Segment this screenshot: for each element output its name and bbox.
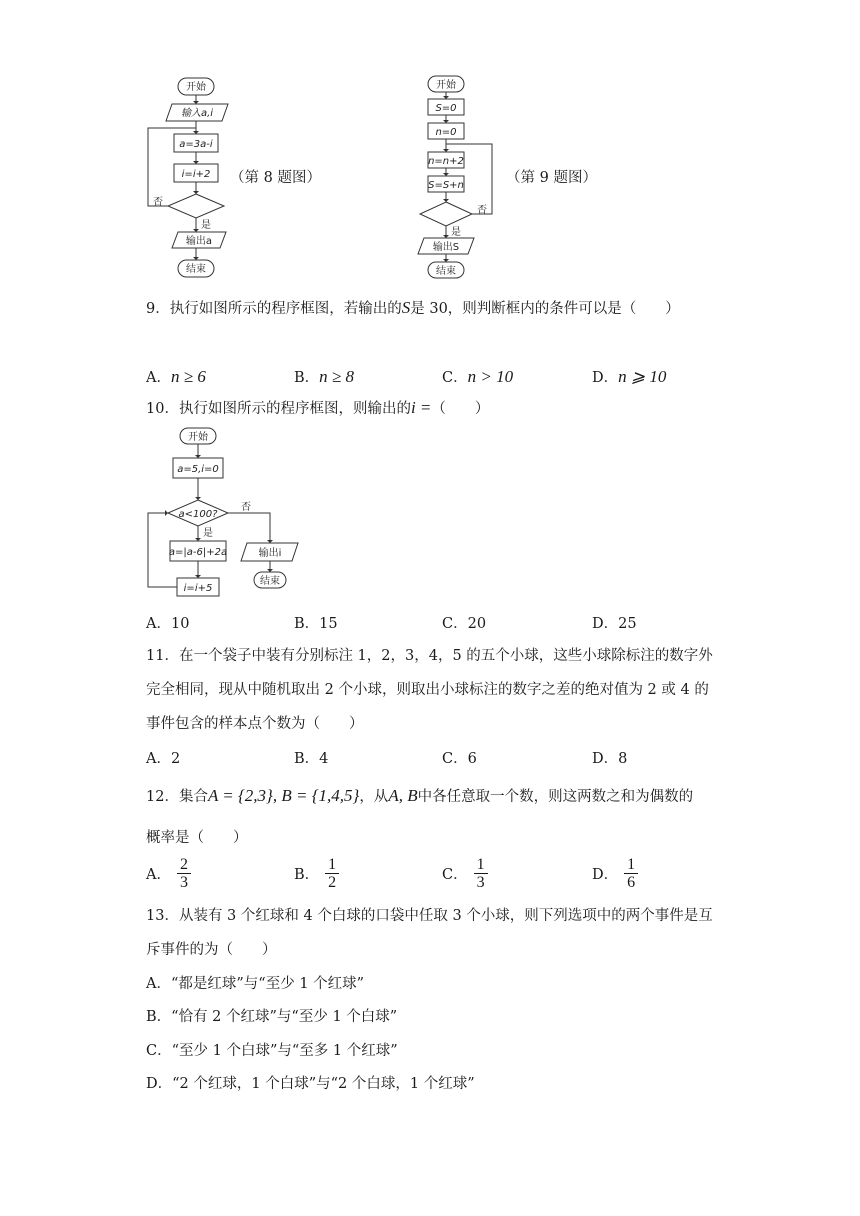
flowchart-q10 <box>140 424 310 604</box>
fig9-step1: n=n+2 <box>428 156 464 167</box>
fig8-no-label: 否 <box>153 197 163 208</box>
fig9-no-label: 否 <box>477 205 487 216</box>
q10-flow-no: 否 <box>241 502 251 513</box>
q12-suffix: 中各任意取一个数，则这两数之和为偶数的 <box>417 789 694 805</box>
q12-option-b[interactable]: B． $\frac{1}{2}$ <box>294 856 339 891</box>
q10-option-a[interactable]: A．10 <box>146 616 190 632</box>
flowchart-q9 <box>410 72 510 282</box>
fig8-step2: i=i+2 <box>181 169 211 180</box>
q10-flow-end: 结束 <box>260 576 280 587</box>
q10-flow-yes: 是 <box>203 528 213 539</box>
q10-flow-step1: a=|a-6|+2a <box>168 547 228 558</box>
q11-option-a[interactable]: A．2 <box>146 751 181 767</box>
fig9-s0: S=0 <box>435 103 457 114</box>
fig9-end: 结束 <box>436 266 456 277</box>
q9-option-c[interactable]: C．n > 10 <box>442 367 514 386</box>
q10-flow-step2: i=i+5 <box>183 583 213 594</box>
q10-stem <box>146 398 489 419</box>
q11-option-d[interactable]: D．8 <box>592 751 628 767</box>
q12-option-c[interactable]: C． $\frac{1}{3}$ <box>442 856 488 891</box>
q9-text-b: 是 30，则判断框内的条件可以是（ ） <box>410 301 680 317</box>
q12-stem <box>146 786 693 807</box>
q12-options <box>146 856 746 896</box>
q13-option-a[interactable]: A．“都是红球”与“至少 1 个红球” <box>146 976 365 992</box>
fig9-start: 开始 <box>436 80 456 91</box>
q9-option-a[interactable]: A．n ≥ 6 <box>146 367 206 386</box>
fig9-output: 输出S <box>432 242 460 253</box>
fig8-output: 输出a <box>185 236 213 247</box>
q12-set-expr: A = {2,3}, B = {1,4,5} <box>207 786 360 805</box>
q10-text-a: 10．执行如图所示的程序框图，则输出的 <box>146 401 411 417</box>
q13-option-b[interactable]: B．“恰有 2 个红球”与“至少 1 个白球” <box>146 1009 398 1025</box>
fig8-end: 结束 <box>186 264 206 275</box>
q10-text-b: （ ） <box>431 401 490 417</box>
q9-option-d[interactable]: D．n ⩾ 10 <box>592 367 667 386</box>
q10-flow-cond: a<100? <box>178 509 218 520</box>
q11-option-b[interactable]: B．4 <box>294 751 329 767</box>
q11-option-c[interactable]: C．6 <box>442 751 477 767</box>
q9-text-a: 9．执行如图所示的程序框图，若输出的 <box>146 301 402 317</box>
q10-expr: i = <box>410 398 432 417</box>
q12-ab: A, B <box>388 786 418 805</box>
fig8-start: 开始 <box>186 82 206 93</box>
q12-option-a[interactable]: A． $\frac{2}{3}$ <box>146 856 191 891</box>
fig8-caption: （第 8 题图） <box>230 170 321 186</box>
fig9-caption: （第 9 题图） <box>506 170 597 186</box>
q13-option-d[interactable]: D．“2 个红球，1 个白球”与“2 个白球，1 个红球” <box>146 1076 475 1092</box>
q12-middle: ，从 <box>359 789 389 805</box>
q12-prefix: 12．集合 <box>146 789 208 805</box>
q11-line3: 事件包含的样本点个数为（ ） <box>146 716 364 732</box>
q10-option-c[interactable]: C．20 <box>442 616 487 632</box>
q11-options <box>146 748 746 788</box>
q13-line2: 斥事件的为（ ） <box>146 942 277 958</box>
q11-line2: 完全相同，现从中随机取出 2 个小球，则取出小球标注的数字之差的绝对值为 2 或 4 的 <box>146 682 709 698</box>
q9-var: S <box>401 298 411 317</box>
fig8-input: 输入a,i <box>180 108 214 119</box>
q10-flow-start: 开始 <box>188 432 208 443</box>
fig9-n0: n=0 <box>435 127 457 138</box>
q9-stem <box>146 298 680 319</box>
q12-line2: 概率是（ ） <box>146 830 248 846</box>
q10-flow-output: 输出i <box>258 548 282 559</box>
q11-line1: 11．在一个袋子中装有分别标注 1，2，3，4，5 的五个小球，这些小球除标注的数字外 <box>146 648 713 664</box>
fig8-step1: a=3a-i <box>179 139 213 150</box>
fig8-yes-label: 是 <box>201 220 211 231</box>
q10-option-b[interactable]: B．15 <box>294 616 338 632</box>
fig9-step2: S=S+n <box>428 180 464 191</box>
q13-option-c[interactable]: C．“至少 1 个白球”与“至多 1 个红球” <box>146 1043 398 1059</box>
q10-option-d[interactable]: D．25 <box>592 616 637 632</box>
q13-line1: 13．从装有 3 个红球和 4 个白球的口袋中任取 3 个小球，则下列选项中的两个事件是互 <box>146 908 713 924</box>
q12-option-d[interactable]: D． $\frac{1}{6}$ <box>592 856 638 891</box>
q10-flow-init: a=5,i=0 <box>177 464 219 475</box>
q9-option-b[interactable]: B．n ≥ 8 <box>294 367 354 386</box>
fig9-yes-label: 是 <box>451 227 461 238</box>
